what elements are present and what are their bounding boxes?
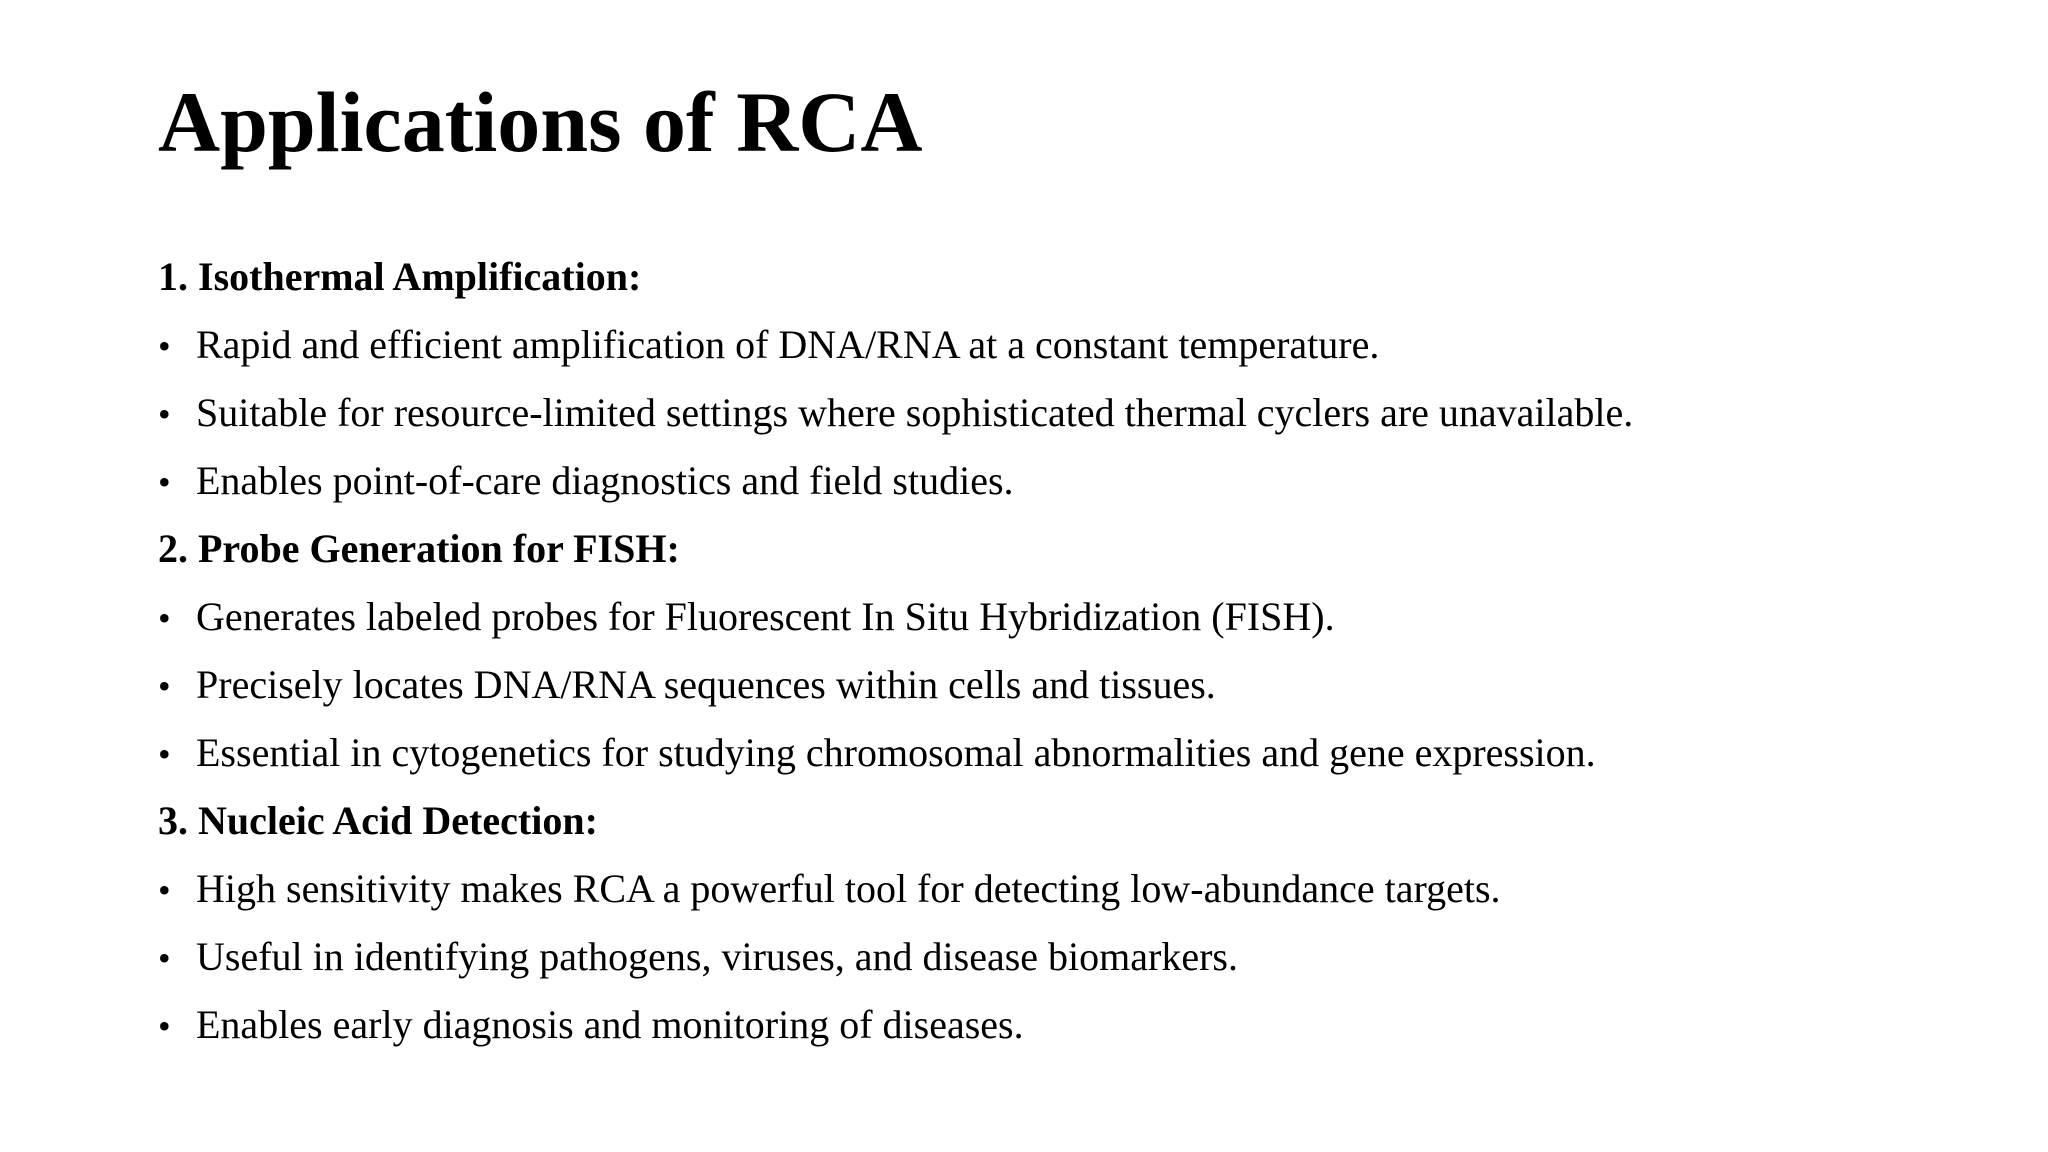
bullet-icon: •	[158, 870, 171, 910]
bullet-item	[158, 311, 1998, 379]
bullet-icon: •	[158, 666, 171, 706]
bullet-item	[158, 991, 1998, 1059]
bullet-item	[158, 379, 1998, 447]
bullet-icon: •	[158, 938, 171, 978]
bullet-item	[158, 855, 1998, 923]
bullet-text: Suitable for resource-limited settings where sophisticated thermal cyclers are unavailable.	[196, 390, 1634, 435]
bullet-item	[158, 651, 1998, 719]
bullet-text: Useful in identifying pathogens, viruses, and disease biomarkers.	[196, 934, 1238, 979]
bullet-icon: •	[158, 326, 171, 366]
slide-content	[158, 243, 1998, 1059]
section-heading-nucleic-acid-detection: 3. Nucleic Acid Detection:	[158, 798, 598, 843]
bullet-text: High sensitivity makes RCA a powerful tool for detecting low-abundance targets.	[196, 866, 1501, 911]
bullet-icon: •	[158, 394, 171, 434]
bullet-item	[158, 447, 1998, 515]
bullet-text: Precisely locates DNA/RNA sequences within cells and tissues.	[196, 662, 1216, 707]
slide-title: Applications of RCA	[158, 74, 923, 170]
bullet-text: Generates labeled probes for Fluorescent In Situ Hybridization (FISH).	[196, 594, 1335, 639]
bullet-icon: •	[158, 462, 171, 502]
bullet-text: Enables early diagnosis and monitoring of diseases.	[196, 1002, 1024, 1047]
bullet-text: Essential in cytogenetics for studying chromosomal abnormalities and gene expression.	[196, 730, 1596, 775]
bullet-item	[158, 719, 1998, 787]
bullet-item	[158, 923, 1998, 991]
bullet-icon: •	[158, 1006, 171, 1046]
section-heading-probe-generation: 2. Probe Generation for FISH:	[158, 526, 680, 571]
bullet-text: Rapid and efficient amplification of DNA/RNA at a constant temperature.	[196, 322, 1380, 367]
bullet-item	[158, 583, 1998, 651]
section-heading-isothermal-amplification: 1. Isothermal Amplification:	[158, 254, 642, 299]
bullet-icon: •	[158, 734, 171, 774]
bullet-text: Enables point-of-care diagnostics and field studies.	[196, 458, 1014, 503]
bullet-icon: •	[158, 598, 171, 638]
